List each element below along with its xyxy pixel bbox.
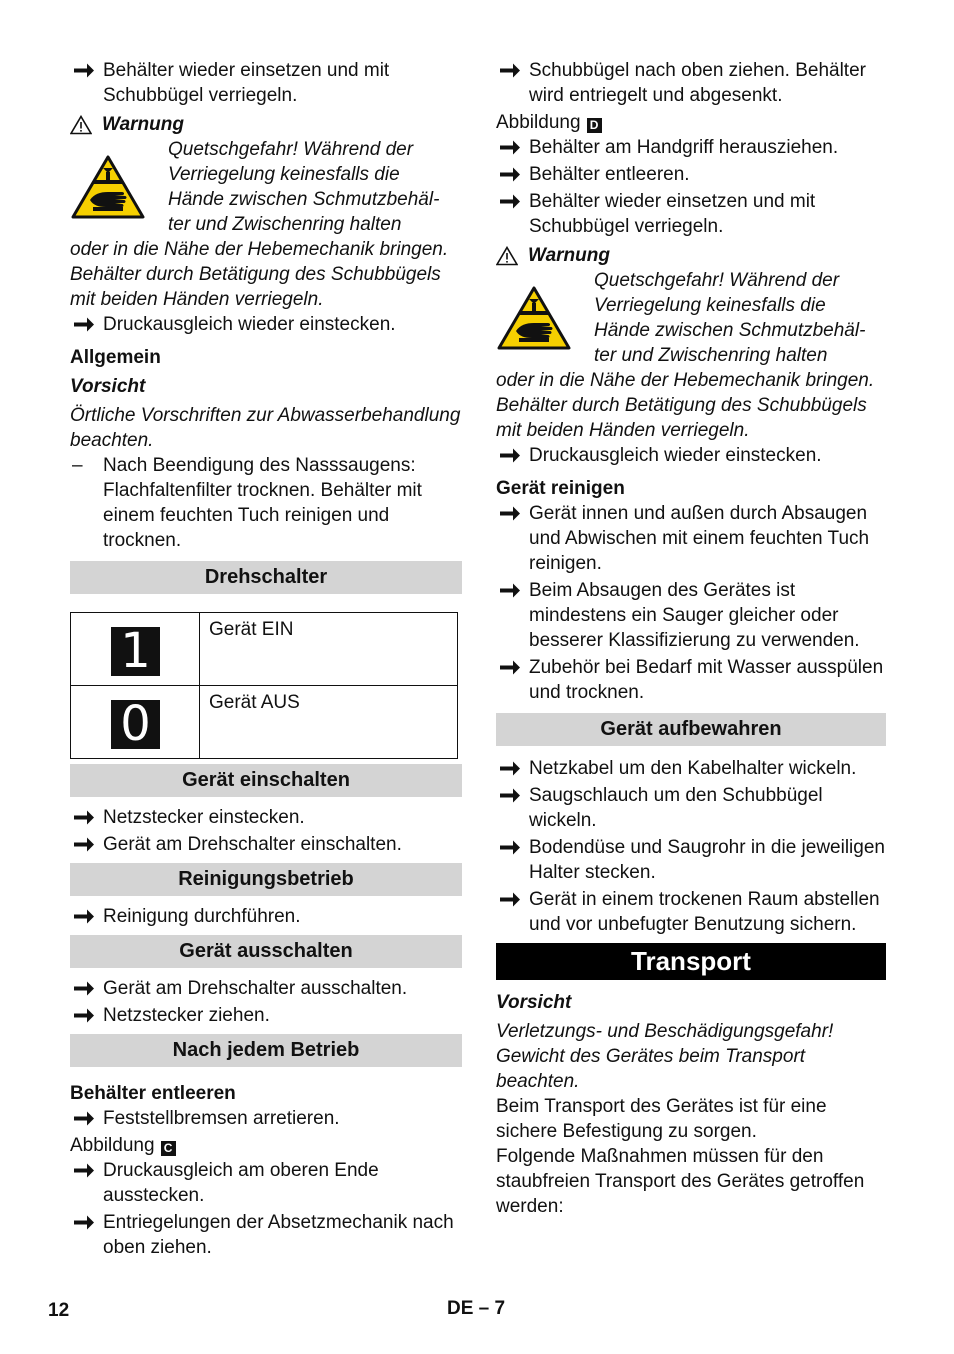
arrow-right-icon [72, 1210, 96, 1235]
subheading-geraet-reinigen: Gerät reinigen [496, 478, 625, 499]
arrow-right-icon [498, 162, 522, 187]
list-item: Behälter entleeren. [496, 162, 886, 187]
list-item: Behälter am Handgriff herausziehen. [496, 135, 886, 160]
list-item: Schubbügel nach oben ziehen. Behälter wird entriegelt und abgesenkt. [496, 58, 886, 108]
switch-on-symbol: 1 [111, 627, 160, 676]
arrow-right-icon [72, 904, 96, 929]
figure-reference: Abbildung D [496, 110, 886, 135]
arrow-right-icon [72, 976, 96, 1001]
list-item: Reinigung durchführen. [70, 904, 462, 929]
list-item: Behälter wieder einsetzen und mit Schubbügel verriegeln. [70, 58, 462, 108]
list-item: Netzstecker einstecken. [70, 805, 462, 830]
switch-off-label: Gerät AUS [200, 686, 458, 759]
arrow-right-icon [498, 443, 522, 468]
crush-hazard-icon [70, 154, 146, 220]
caution-label: Vorsicht [70, 376, 146, 397]
arrow-right-icon [72, 805, 96, 830]
warning-triangle-icon [496, 246, 518, 266]
list-item: Netzstecker ziehen. [70, 1003, 462, 1028]
section-heading-einschalten: Gerät einschalten [70, 764, 462, 797]
section-heading-ausschalten: Gerät ausschalten [70, 935, 462, 968]
list-item: Druckausgleich wieder einstecken. [496, 443, 886, 468]
list-item: Behälter wieder einsetzen und mit Schubbügel verriegeln. [496, 189, 886, 239]
list-item: Druckausgleich wieder einstecken. [70, 312, 462, 337]
switch-on-label: Gerät EIN [200, 613, 458, 686]
warning-text: Quetschgefahr! Während der Verriegelung keinesfalls die Hände zwischen Schmutzbehäl- ter und Zwischenring halten oder in die Nähe der Hebemechanik bringen. Behälter durch Betätigung des Schubbügels mit beiden Händen verriegeln. [496, 270, 875, 441]
arrow-right-icon [498, 58, 522, 83]
arrow-right-icon [72, 58, 96, 83]
caution-text: Verletzungs- und Beschädigungsgefahr! Gewicht des Gerätes beim Transport beachten. [496, 1021, 834, 1092]
arrow-right-icon [498, 501, 522, 526]
list-item: Gerät innen und außen durch Absaugen und Abwischen mit einem feuchten Tuch reinigen. [496, 501, 886, 576]
chapter-heading-transport: Transport [496, 943, 886, 980]
arrow-right-icon [72, 1158, 96, 1183]
section-heading-nach-betrieb: Nach jedem Betrieb [70, 1034, 462, 1067]
list-item: Saugschlauch um den Schubbügel wickeln. [496, 783, 886, 833]
subheading-behaelter-entleeren: Behälter entleeren [70, 1083, 236, 1104]
table-row [71, 686, 458, 759]
caution-label: Vorsicht [496, 992, 572, 1013]
arrow-right-icon [72, 1106, 96, 1131]
list-item: Gerät am Drehschalter ausschalten. [70, 976, 462, 1001]
arrow-right-icon [498, 135, 522, 160]
paragraph: Folgende Maßnahmen müssen für den staubfreien Transport des Gerätes getroffen werden: [496, 1146, 865, 1217]
arrow-right-icon [498, 783, 522, 808]
paragraph: Beim Transport des Gerätes ist für eine sichere Befestigung zu sorgen. [496, 1096, 827, 1142]
section-heading-aufbewahren: Gerät aufbewahren [496, 713, 886, 746]
arrow-right-icon [72, 1003, 96, 1028]
switch-table [70, 612, 458, 759]
section-heading-reinigungsbetrieb: Reinigungsbetrieb [70, 863, 462, 896]
page-number: 12 [48, 1300, 70, 1321]
arrow-right-icon [498, 887, 522, 912]
section-indicator: DE – 7 [447, 1298, 506, 1319]
list-item: Gerät am Drehschalter einschalten. [70, 832, 462, 857]
warning-text: Quetschgefahr! Während der Verriegelung keinesfalls die Hände zwischen Schmutzbehäl- ter und Zwischenring halten oder in die Nähe der Hebemechanik bringen. Behälter durch Betätigung des Schubbügels mit beiden Händen verriegeln. [70, 139, 449, 310]
section-heading-drehschalter: Drehschalter [70, 561, 462, 594]
list-item: – Nach Beendigung des Nasssaugens: Flachfaltenfilter trocknen. Behälter mit einem feuchten Tuch reinigen und trocknen. [72, 455, 422, 551]
left-column [70, 58, 462, 1262]
warning-heading: Warnung [496, 243, 886, 268]
warning-triangle-icon [70, 115, 92, 135]
list-item: Netzkabel um den Kabelhalter wickeln. [496, 756, 886, 781]
list-item: Bodendüse und Saugrohr in die jeweiligen Halter stecken. [496, 835, 886, 885]
right-column [496, 58, 886, 1219]
arrow-right-icon [498, 835, 522, 860]
list-item: Druckausgleich am oberen Ende ausstecken. [70, 1158, 462, 1208]
warning-heading: Warnung [70, 112, 462, 137]
arrow-right-icon [498, 756, 522, 781]
list-item: Beim Absaugen des Gerätes ist mindestens ein Sauger gleicher oder besserer Klassifizierung zu verwenden. [496, 578, 886, 653]
figure-reference: Abbildung C [70, 1133, 462, 1158]
arrow-right-icon [498, 655, 522, 680]
figure-letter-c: C [161, 1141, 176, 1156]
figure-letter-d: D [587, 118, 602, 133]
arrow-right-icon [498, 189, 522, 214]
arrow-right-icon [72, 832, 96, 857]
table-row [71, 613, 458, 686]
crush-hazard-icon [496, 285, 572, 351]
switch-off-symbol: 0 [111, 700, 160, 749]
list-item: Gerät in einem trockenen Raum abstellen und vor unbefugter Benutzung sichern. [496, 887, 886, 937]
arrow-right-icon [498, 578, 522, 603]
list-item: Entriegelungen der Absetzmechanik nach oben ziehen. [70, 1210, 462, 1260]
dash-bullet: – [72, 455, 83, 476]
list-item: Feststellbremsen arretieren. [70, 1106, 462, 1131]
list-item: Zubehör bei Bedarf mit Wasser ausspülen und trocknen. [496, 655, 886, 705]
section-heading-allgemein: Allgemein [70, 347, 161, 368]
caution-text: Örtliche Vorschriften zur Abwasserbehandlung beachten. [70, 405, 461, 451]
arrow-right-icon [72, 312, 96, 337]
